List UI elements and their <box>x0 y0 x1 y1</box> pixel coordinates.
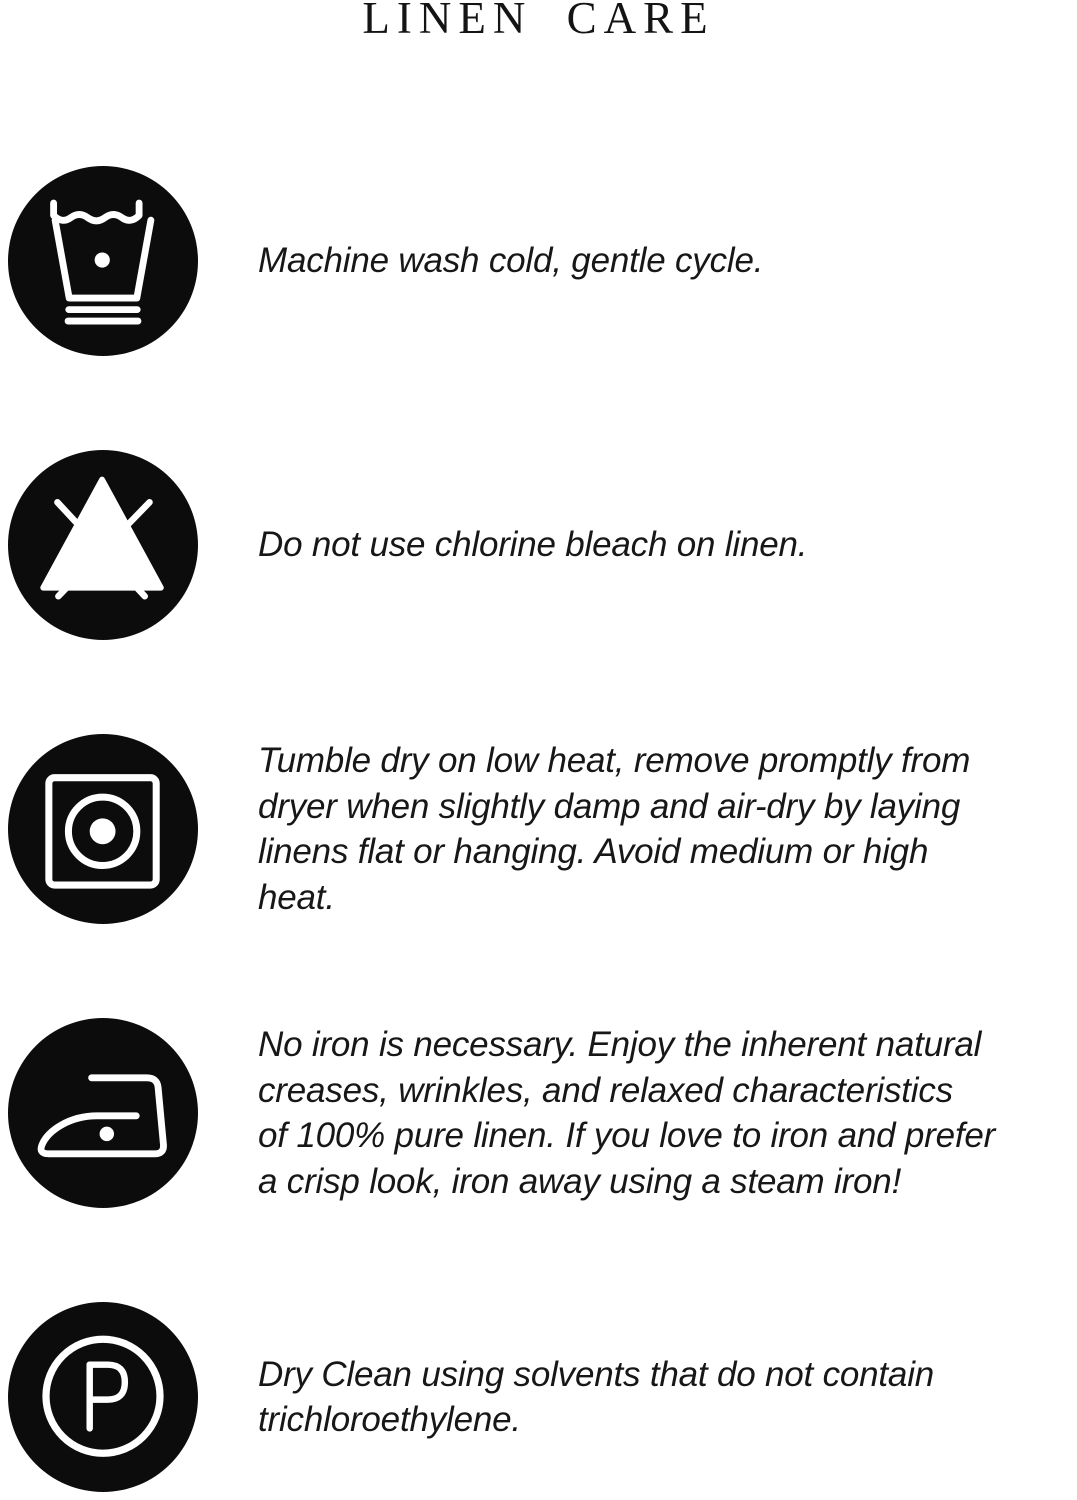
care-text-dry-clean <box>258 1352 934 1443</box>
page-title: LINEN CARE <box>362 0 715 43</box>
care-text-line: trichloroethylene. <box>258 1400 521 1439</box>
care-instruction-list <box>8 166 1077 1492</box>
care-text-do-not-bleach <box>258 522 807 568</box>
care-text-line: heat. <box>258 877 335 917</box>
care-text-line: of 100% pure linen. If you love to iron and prefer <box>258 1116 996 1155</box>
care-row-do-not-bleach <box>8 450 1077 640</box>
care-row-iron <box>8 1018 1077 1208</box>
care-text-line: Tumble dry on low heat, remove promptly from <box>258 741 971 780</box>
iron-icon <box>8 1018 198 1208</box>
care-text-line: Dry Clean using solvents that do not contain <box>258 1354 935 1394</box>
care-text-line: Do not use chlorine bleach on linen. <box>258 525 808 565</box>
care-row-tumble-dry <box>8 734 1077 924</box>
do-not-bleach-icon <box>8 450 198 640</box>
care-text-line: a crisp look, iron away using a steam iron! <box>258 1161 902 1201</box>
care-row-dry-clean <box>8 1302 1077 1492</box>
care-text-machine-wash <box>258 238 763 284</box>
care-row-machine-wash <box>8 166 1077 356</box>
care-text-line: linens flat or hanging. Avoid medium or high <box>258 832 929 871</box>
care-text-line: creases, wrinkles, and relaxed characteristics <box>258 1070 953 1110</box>
care-text-iron <box>258 1022 995 1204</box>
care-text-line: dryer when slightly damp and air-dry by laying <box>258 786 961 826</box>
machine-wash-cold-icon <box>8 166 198 356</box>
care-text-tumble-dry <box>258 738 970 920</box>
care-text-line: No iron is necessary. Enjoy the inherent natural <box>258 1025 982 1064</box>
dry-clean-icon <box>8 1302 198 1492</box>
care-text-line: Machine wash cold, gentle cycle. <box>258 241 764 281</box>
tumble-dry-low-icon <box>8 734 198 924</box>
